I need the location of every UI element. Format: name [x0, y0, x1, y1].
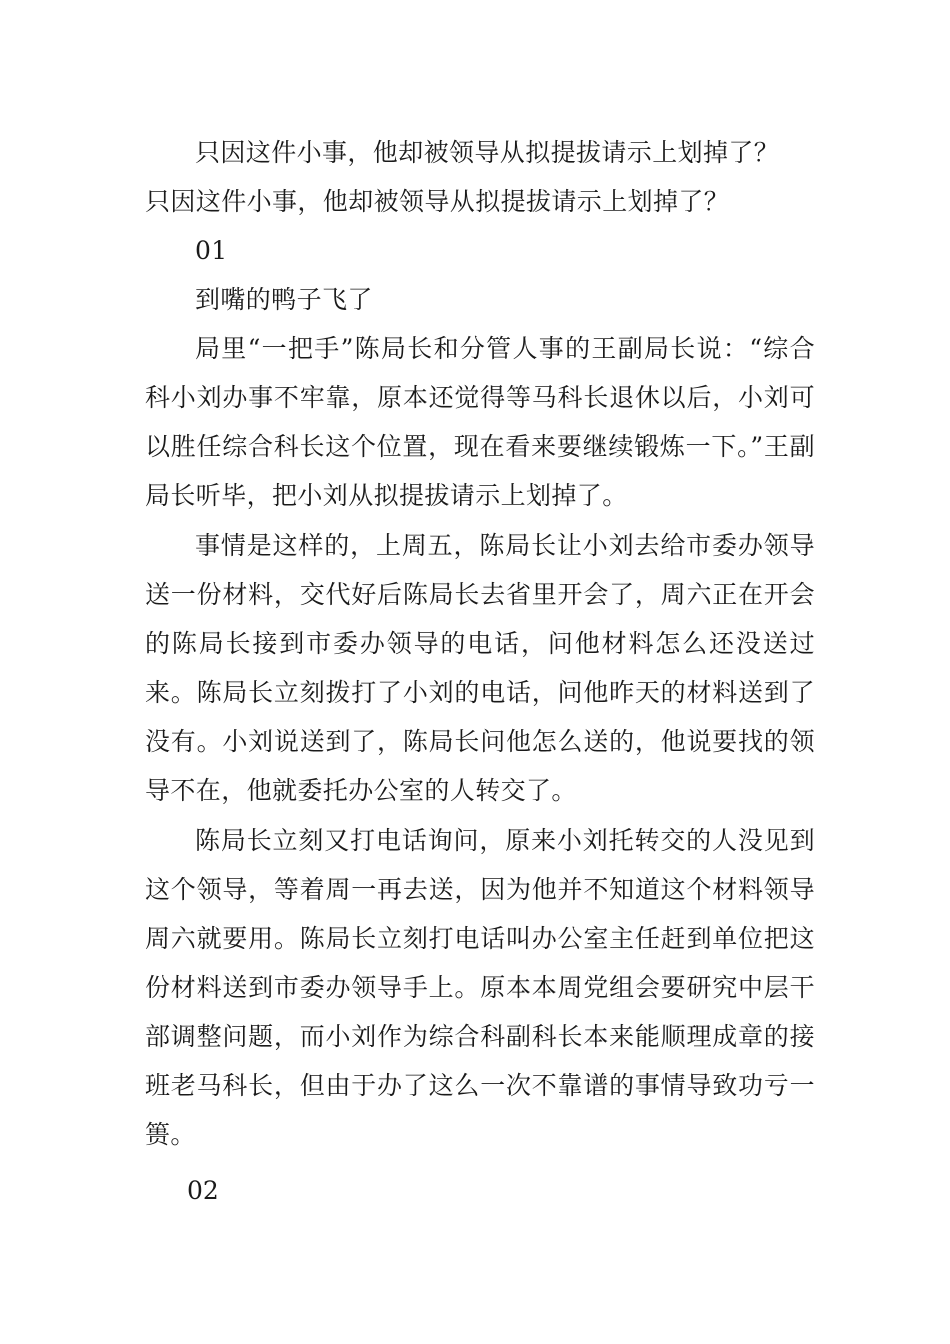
paragraph-3: 陈局长立刻又打电话询问，原来小刘托转交的人没见到这个领导，等着周一再去送，因为他并不知道这个材料领导周六就要用。陈局长立刻打电话叫办公室主任赶到单位把这份材料送到市委办领导手上。原本本周党组会要研究中层干部调整问题，而小刘作为综合科副科长本来能顺理成章的接班老马科长，但由于办了这么一次不靠谱的事情导致功亏一篑。	[145, 826, 815, 1149]
section-number-02: 02	[187, 1176, 219, 1205]
title-line-repeat: 只因这件小事，他却被领导从拟提拔请示上划掉了？	[145, 187, 730, 216]
paragraph-1: 局里“一把手”陈局长和分管人事的王副局长说：“综合科小刘办事不牢靠，原本还觉得等马科长退休以后，小刘可以胜任综合科长这个位置，现在看来要继续锻炼一下。”王副局长听毕，把小刘从拟提拔请示上划掉了。	[145, 334, 815, 510]
paragraph-2: 事情是这样的，上周五，陈局长让小刘去给市委办领导送一份材料，交代好后陈局长去省里开会了，周六正在开会的陈局长接到市委办领导的电话，问他材料怎么还没送过来。陈局长立刻拨打了小刘的电话，问他昨天的材料送到了没有。小刘说送到了，陈局长问他怎么送的，他说要找的领导不在，他就委托办公室的人转交了。	[145, 531, 815, 805]
section-heading: 到嘴的鸭子飞了	[195, 285, 373, 314]
section-number-01: 01	[195, 236, 228, 265]
document-body	[145, 128, 815, 1159]
title-line: 只因这件小事，他却被领导从拟提拔请示上划掉了？	[195, 138, 780, 167]
